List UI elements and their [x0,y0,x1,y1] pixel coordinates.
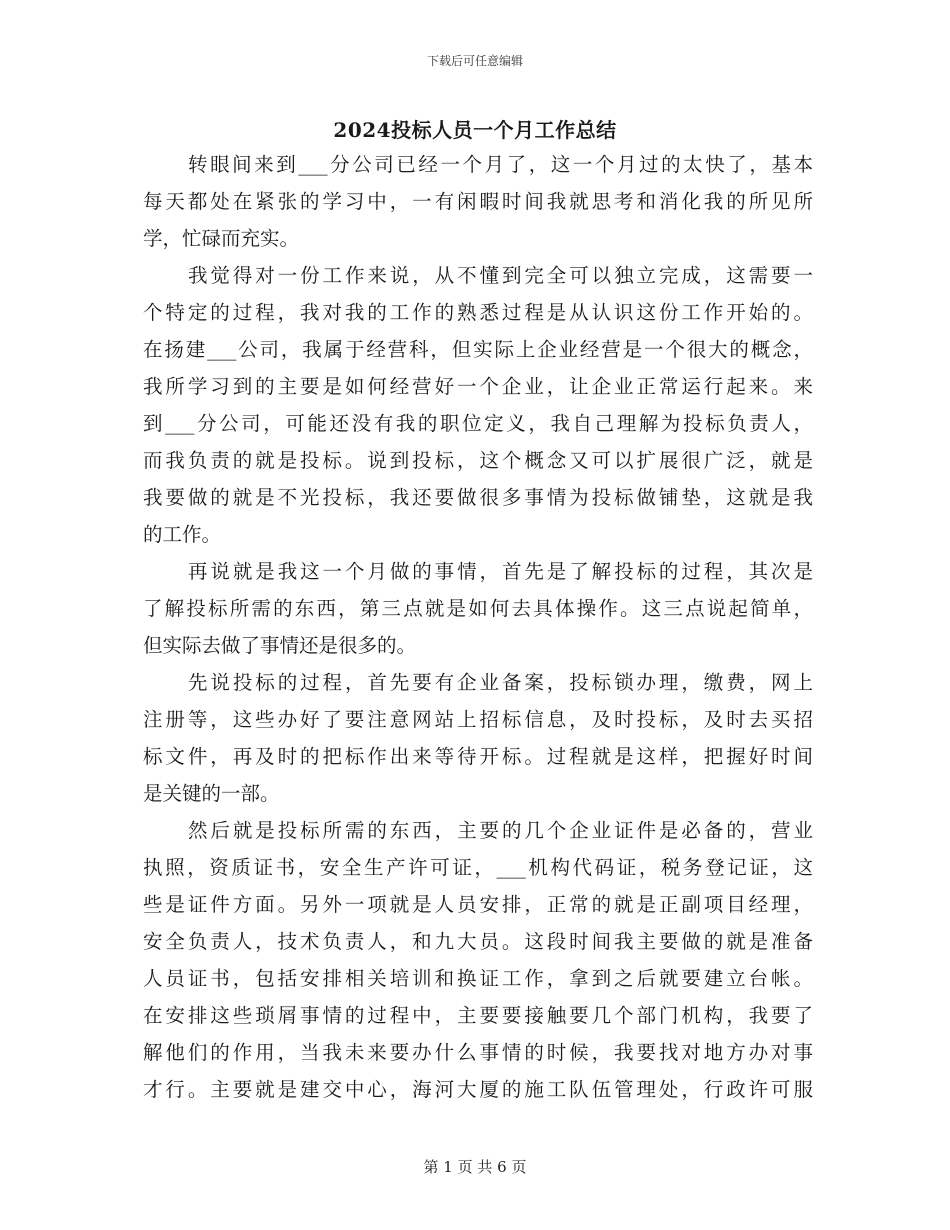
paragraph-line: 个特定的过程，我对我的工作的熟悉过程是从认识这份工作开始的。 [143,301,813,324]
paragraph-line: 再说就是我这一个月做的事情，首先是了解投标的过程，其次是 [188,560,813,583]
paragraph-line: 我要做的就是不光投标，我还要做很多事情为投标做铺垫，这就是我 [143,486,813,509]
paragraph-line: 然后就是投标所需的东西，主要的几个企业证件是必备的，营业 [188,819,813,842]
paragraph-line: 标文件，再及时的把标作出来等待开标。过程就是这样，把握好时间 [143,745,813,768]
page-header: 下载后可任意编辑 [426,54,523,68]
paragraph-line: 每天都处在紧张的学习中，一有闲暇时间我就思考和消化我的所见所 [143,190,813,213]
paragraph-line: 但实际去做了事情还是很多的。 [143,634,417,657]
paragraph-line: 解他们的作用，当我未来要办什么事情的时候，我要找对地方办对事 [143,1041,813,1064]
paragraph-line: 才行。主要就是建交中心，海河大厦的施工队伍管理处，行政许可服 [143,1078,813,1101]
paragraph-line: 我所学习到的主要是如何经营好一个企业，让企业正常运行起来。来 [143,375,813,398]
paragraph-line: 人员证书，包括安排相关培训和换证工作，拿到之后就要建立台帐。 [143,967,813,990]
paragraph-line: 学，忙碌而充实。 [143,227,300,250]
paragraph-line: 先说投标的过程，首先要有企业备案，投标锁办理，缴费，网上 [188,671,813,694]
paragraph-line: 而我负责的就是投标。说到投标，这个概念又可以扩展很广泛，就是 [143,449,813,472]
paragraph-line: 在扬建___公司，我属于经营科，但实际上企业经营是一个很大的概念， [143,338,813,361]
paragraph-line: 在安排这些琐屑事情的过程中，主要要接触要几个部门机构，我要了 [143,1004,813,1027]
document-body [143,146,813,1108]
paragraph-line: 安全负责人，技术负责人，和九大员。这段时间我主要做的就是准备 [143,930,813,953]
paragraph-line: 注册等，这些办好了要注意网站上招标信息，及时投标，及时去买招 [143,708,813,731]
paragraph-line: 些是证件方面。另外一项就是人员安排，正常的就是正副项目经理， [143,893,813,916]
paragraph-line: 是关键的一部。 [143,782,280,805]
paragraph-line: 了解投标所需的东西，第三点就是如何去具体操作。这三点说起简单， [143,597,813,620]
paragraph-line: 转眼间来到___分公司已经一个月了，这一个月过的太快了，基本 [188,153,813,176]
paragraph-line: 执照，资质证书，安全生产许可证，___机构代码证，税务登记证，这 [143,856,813,879]
paragraph-line: 到___分公司，可能还没有我的职位定义，我自己理解为投标负责人， [143,412,813,435]
page-footer: 第 1 页 共 6 页 [423,1158,527,1176]
document-title: 2024投标人员一个月工作总结 [333,118,617,142]
paragraph-line: 我觉得对一份工作来说，从不懂到完全可以独立完成，这需要一 [188,264,813,287]
paragraph-line: 的工作。 [143,523,222,546]
